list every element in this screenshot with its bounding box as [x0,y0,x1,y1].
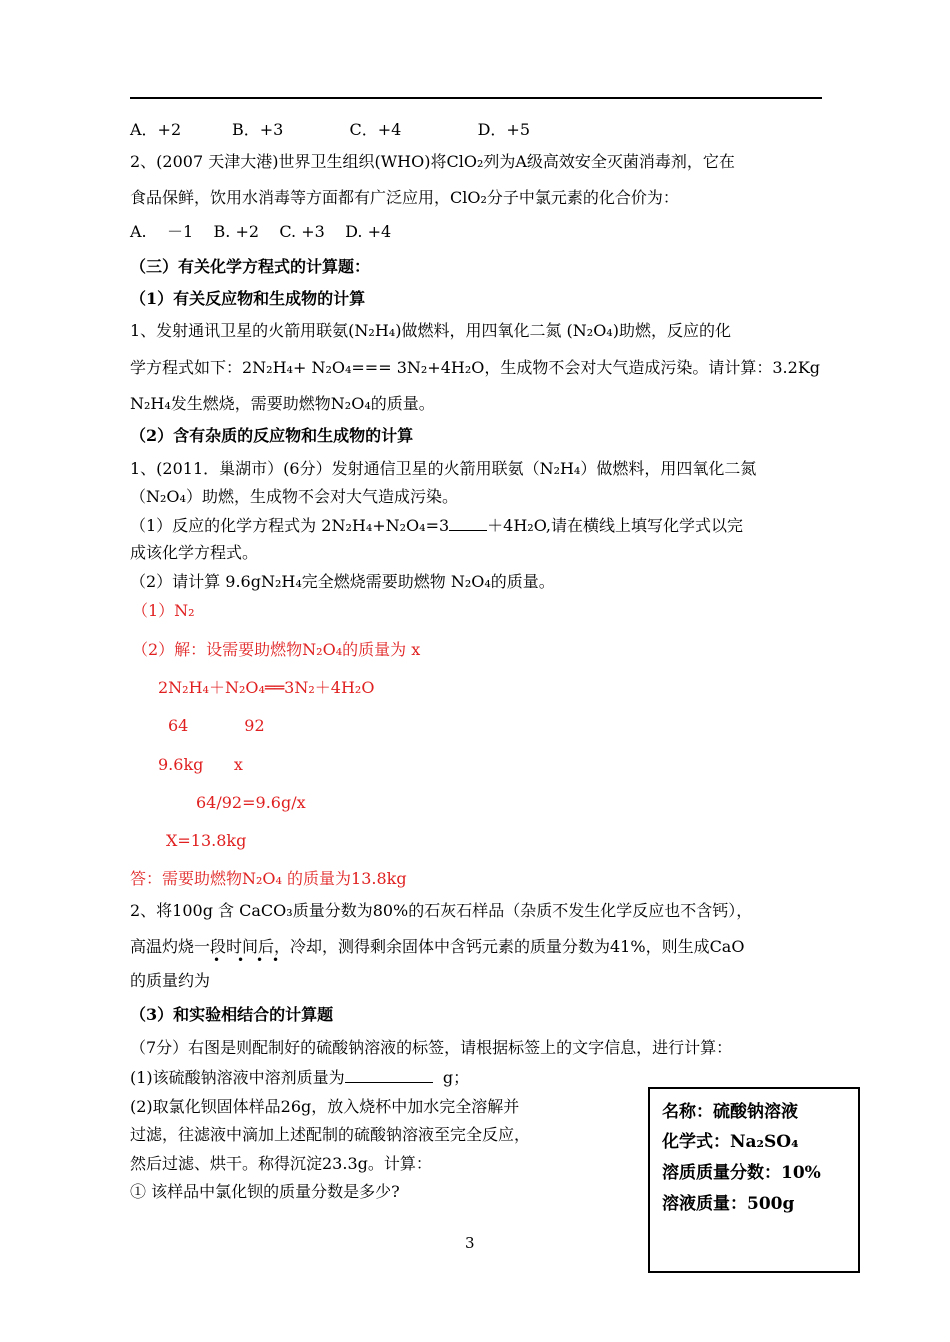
q1-options: A．+2 B．+3 C．+4 D．+5 [130,120,530,139]
calc2-line3-part2: ＋4H₂O,请在横线上填写化学式以完 [487,516,743,535]
subsection-heading-1: （1）有关反应物和生成物的计算 [130,289,366,308]
exp-q1-unit: g； [442,1068,470,1087]
answer-result: X=13.8kg [166,831,247,850]
exp-q2-sub1: ① 该样品中氯化钡的质量分数是多少? [130,1182,400,1201]
exp-q1 [130,1068,469,1088]
answer-known-values: 9.6kg x [158,755,243,774]
q2-stem-line1: 2、(2007 天津大港)世界卫生组织(WHO)将ClO₂列为A级高效安全灭菌消毒剂，它在 [130,152,735,171]
exp-q2-line1: (2)取氯化钡固体样品26g，放入烧杯中加水完全溶解并 [130,1097,520,1116]
calc1-line1: 1、发射通讯卫星的火箭用联氨(N₂H₄)做燃料，用四氧化二氮 (N₂O₄)助燃，反应的化 [130,321,731,340]
label-mass-fraction: 溶质质量分数：10% [662,1163,821,1183]
reagent-label-box [648,1087,860,1273]
answer-part2-setup: （2）解：设需要助燃物N₂O₄的质量为 x [132,640,421,659]
calc3-line3: 的质量约为 [130,971,211,990]
subsection-heading-2: （2）含有杂质的反应物和生成物的计算 [130,426,414,445]
calc2-line4: 成该化学方程式。 [130,543,259,562]
header-rule [130,97,822,99]
subsection-heading-3: （3）和实验相结合的计算题 [130,1005,334,1024]
emphasis-dots: • • • • [213,953,280,967]
exp-q1-text: (1)该硫酸钠溶液中溶剂质量为 [130,1068,345,1087]
calc2-line2: （N₂O₄）助燃，生成物不会对大气造成污染。 [130,487,458,506]
formula-blank [449,516,487,531]
calc3-line1: 2、将100g 含 CaCO₃质量分数为80%的石灰石样品（杂质不发生化学反应也不含钙）， [130,901,753,920]
calc2-line3 [130,516,743,536]
answer-equation: 2N₂H₄＋N₂O₄══3N₂＋4H₂O [158,678,375,697]
q2-stem-line2: 食品保鲜，饮用水消毒等方面都有广泛应用，ClO₂分子中氯元素的化合价为： [130,188,679,207]
calc3-line2: 高温灼烧一段时间后，冷却，测得剩余固体中含钙元素的质量分数为41%，则生成CaO [130,937,745,956]
section-heading-3: （三）有关化学方程式的计算题： [130,257,371,276]
answer-molar-masses: 64 92 [168,716,265,735]
answer-conclusion: 答：需要助燃物N₂O₄ 的质量为13.8kg [130,869,407,888]
label-solution-mass: 溶液质量：500g [662,1194,795,1214]
calc2-line3-part1: （1）反应的化学方程式为 2N₂H₄+N₂O₄=3 [130,516,450,535]
exp-q2-line2: 过滤，往滤液中滴加上述配制的硫酸钠溶液至完全反应， [130,1125,531,1144]
page-number: 3 [465,1234,475,1252]
exp-q2-line3: 然后过滤、烘干。称得沉淀23.3g。计算： [130,1154,432,1173]
answer-proportion: 64/92=9.6g/x [196,793,306,812]
exp-intro: （7分）右图是则配制好的硫酸钠溶液的标签，请根据标签上的文字信息，进行计算： [130,1038,733,1057]
label-formula: 化学式：Na₂SO₄ [662,1132,799,1152]
calc2-line5: （2）请计算 9.6gN₂H₄完全燃烧需要助燃物 N₂O₄的质量。 [130,572,555,591]
solvent-mass-blank [345,1068,433,1083]
q2-options: A. －1 B. +2 C. +3 D. +4 [130,222,392,241]
calc1-line3: N₂H₄发生燃烧，需要助燃物N₂O₄的质量。 [130,394,435,413]
calc1-line2: 学方程式如下：2N₂H₄+ N₂O₄=== 3N₂+4H₂O，生成物不会对大气造成污染。请计算：3.2Kg [130,358,821,377]
label-name: 名称：硫酸钠溶液 [662,1102,798,1122]
calc2-line1: 1、(2011．巢湖市）(6分）发射通信卫星的火箭用联氨（N₂H₄）做燃料，用四氧化二氮 [130,459,757,478]
answer-part1: （1）N₂ [132,601,195,620]
